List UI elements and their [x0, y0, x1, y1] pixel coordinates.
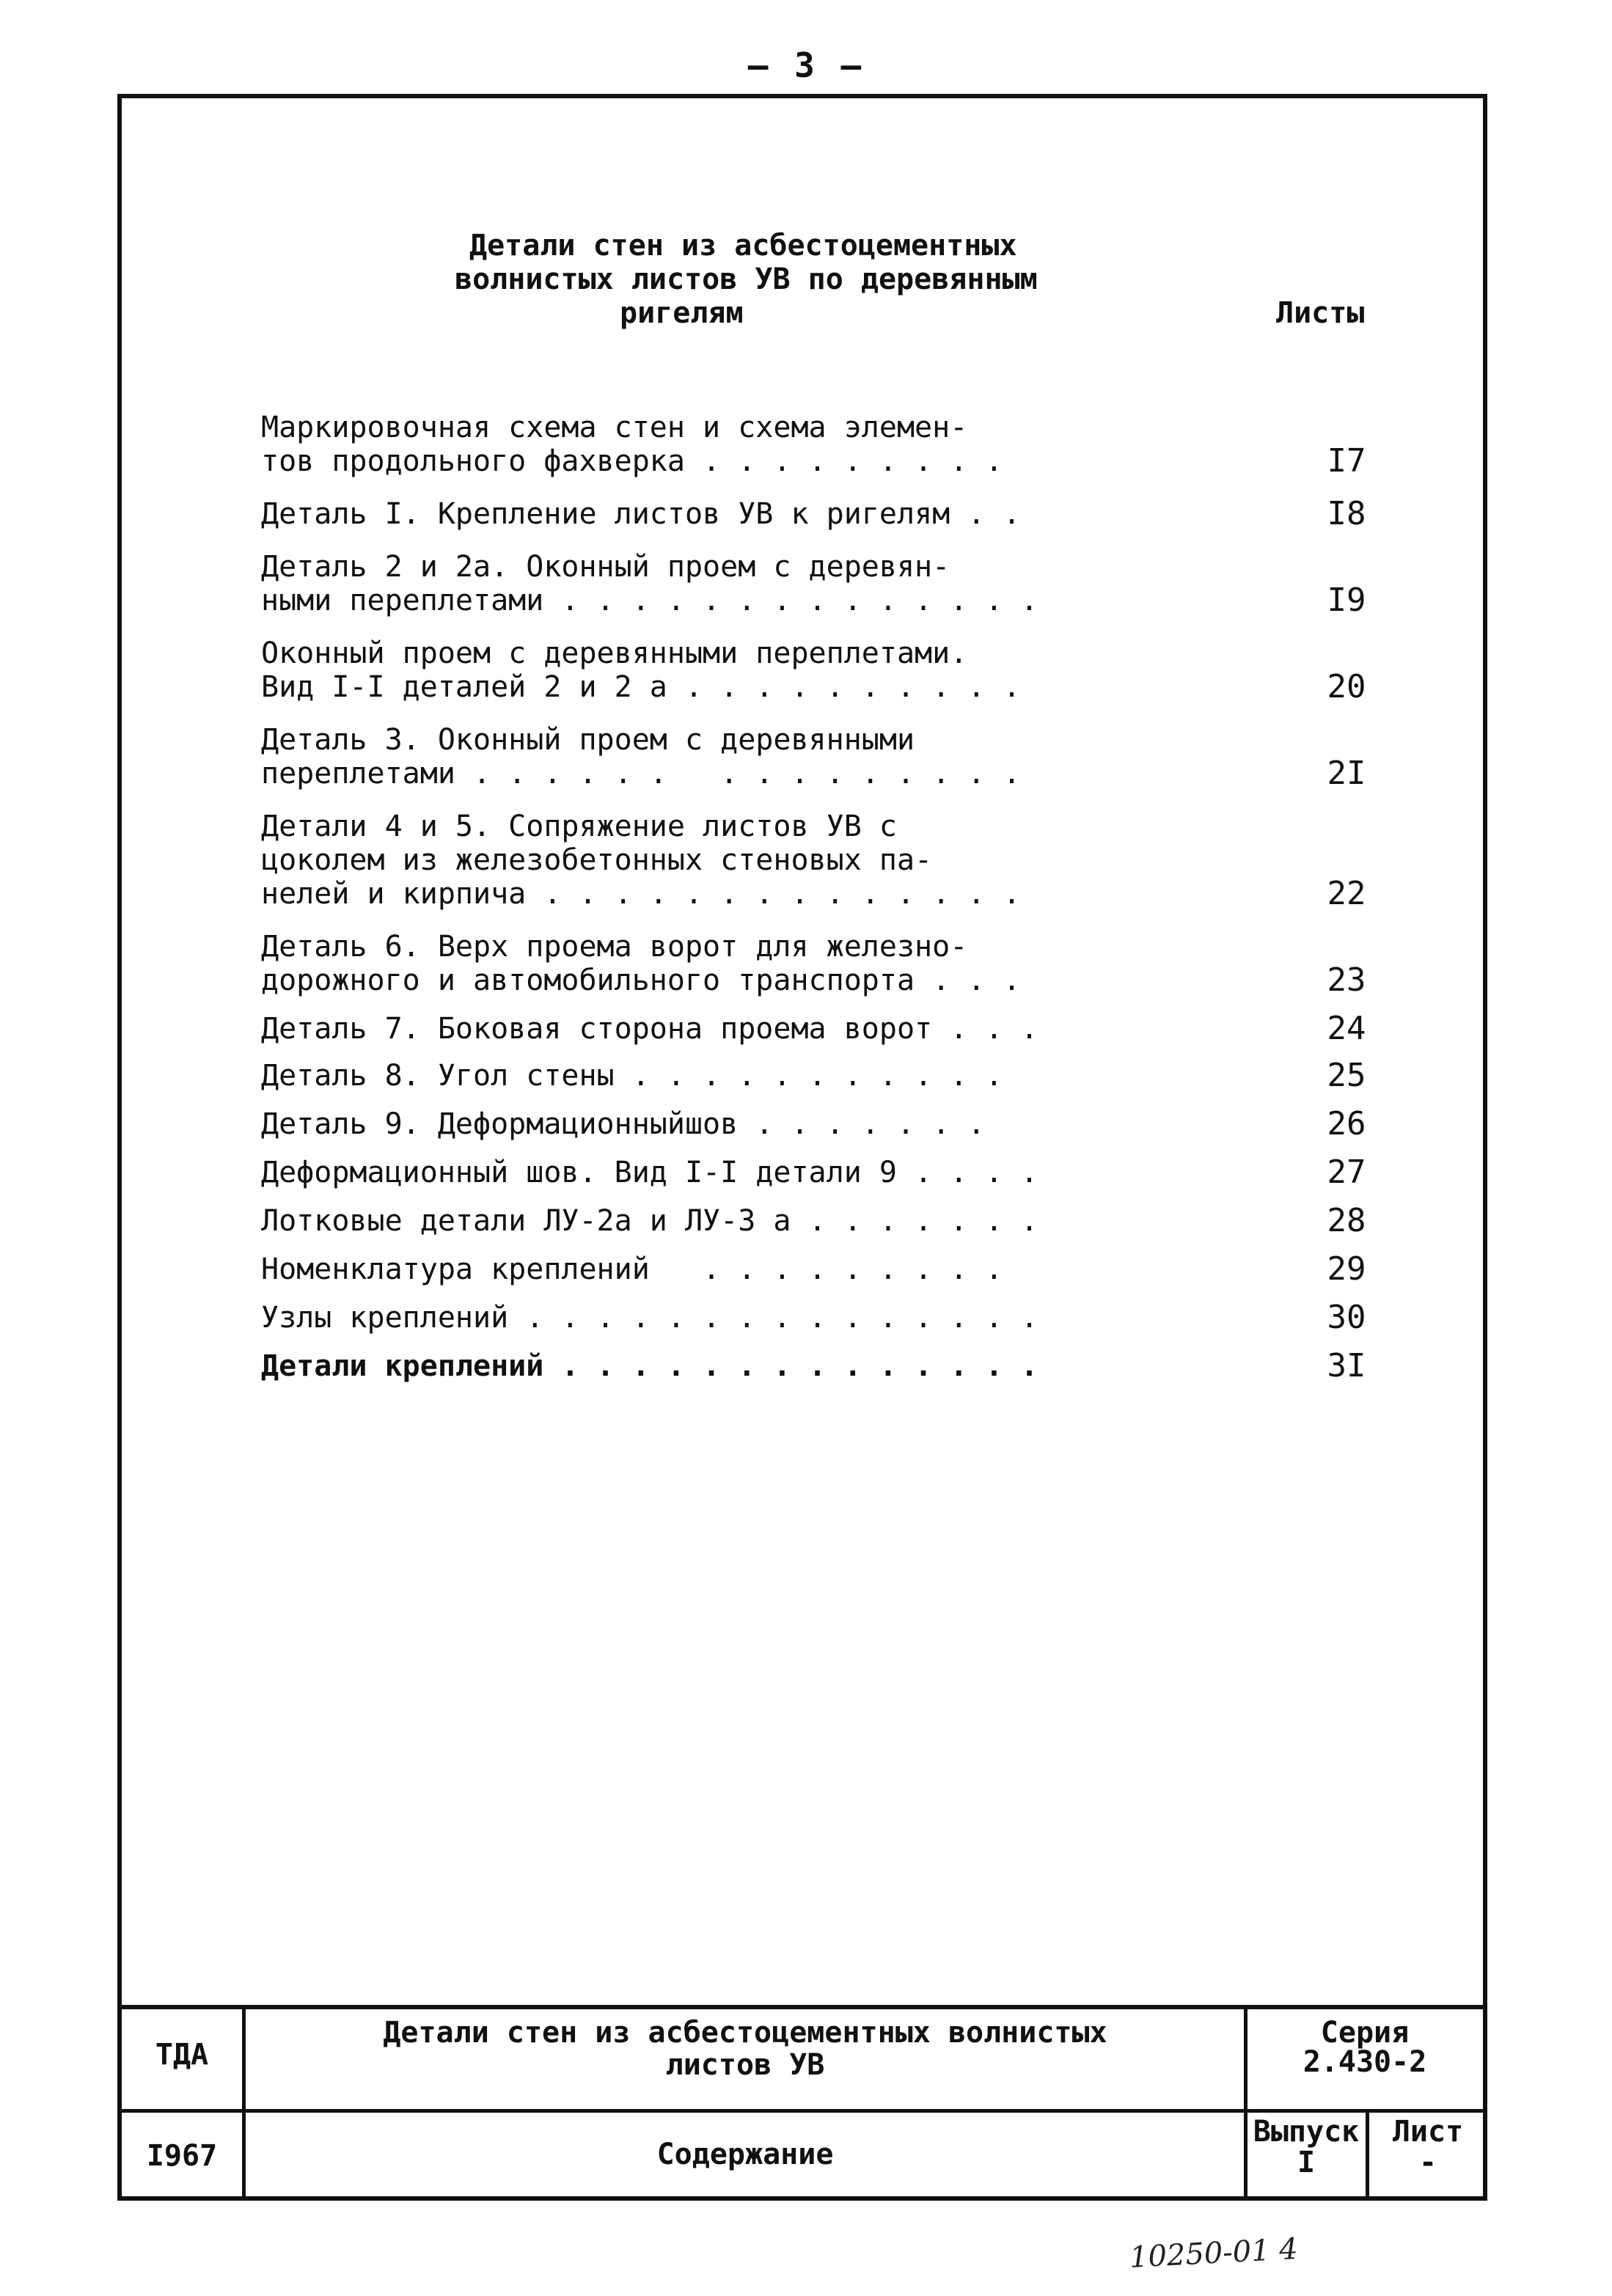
toc-entry-text: Лотковые детали ЛУ-2а и ЛУ-3 а . . . . . . .	[261, 1204, 1038, 1238]
organization-code: ТДА	[155, 2038, 209, 2072]
toc-entry-text: цоколем из железобетонных стеновых па-	[261, 843, 933, 877]
section-title-line-3: ригелям	[620, 296, 744, 330]
table-of-contents	[261, 396, 1405, 1383]
toc-entry-text: Деталь 3. Оконный проем с деревянными	[261, 723, 915, 757]
toc-entry	[261, 930, 1405, 997]
toc-entry-text: Номенклатура креплений . . . . . . . . .	[261, 1252, 1003, 1286]
sheet-cell	[1373, 2116, 1483, 2178]
toc-entry-page: I8	[1327, 495, 1366, 532]
toc-entry-page: 23	[1327, 961, 1366, 999]
toc-entry-text: Деталь 2 и 2а. Оконный проем с деревян-	[261, 550, 950, 584]
toc-entry-text: дорожного и автомобильного транспорта . . .	[261, 964, 1021, 997]
toc-entry-page: I9	[1327, 582, 1366, 619]
toc-entry	[261, 1301, 1405, 1335]
toc-entry-text: Оконный проем с деревянными переплетами.	[261, 637, 968, 670]
toc-entry-text: Детали креплений . . . . . . . . . . . . . .	[261, 1349, 1038, 1383]
toc-entry-page: 3I	[1327, 1347, 1366, 1384]
toc-entry	[261, 1252, 1405, 1286]
sheet-label: Лист	[1392, 2115, 1464, 2149]
toc-entry	[261, 637, 1405, 704]
issue-value: I	[1297, 2146, 1316, 2179]
toc-entry-page: I7	[1327, 442, 1366, 480]
section-title	[455, 229, 1188, 330]
toc-entry-page: 2I	[1327, 755, 1366, 792]
toc-entry-text: Деталь 8. Угол стены . . . . . . . . . . .	[261, 1059, 1003, 1093]
toc-entry	[261, 723, 1405, 791]
document-title-line-2: листов УВ	[665, 2048, 825, 2082]
toc-entry	[261, 1107, 1405, 1141]
toc-entry-page: 24	[1327, 1010, 1366, 1047]
toc-entry	[261, 810, 1405, 911]
issue-label: Выпуск	[1253, 2115, 1360, 2149]
toc-entry-page: 29	[1327, 1250, 1366, 1288]
section-title-line-1: Детали стен из асбестоцементных	[469, 229, 1017, 263]
title-block-divider	[1244, 2009, 1248, 2201]
title-block-divider	[122, 2109, 1483, 2113]
title-block-divider	[242, 2009, 246, 2201]
toc-entry-page: 22	[1327, 875, 1366, 912]
sheet-name: Содержание	[656, 2138, 834, 2171]
series-cell	[1251, 2018, 1479, 2077]
toc-entry-text: нелей и кирпича . . . . . . . . . . . . . .	[261, 877, 1021, 911]
toc-entry-text: Деталь I. Крепление листов УВ к ригелям . .	[261, 497, 1021, 531]
toc-entry-page: 20	[1327, 668, 1366, 705]
toc-entry-page: 28	[1327, 1202, 1366, 1239]
page-number: — 3 —	[747, 45, 865, 85]
toc-entry	[261, 1012, 1405, 1046]
toc-entry-text: Деталь 6. Верх проема ворот для железно-	[261, 930, 968, 964]
document-title	[261, 2017, 1229, 2081]
toc-entry-page: 27	[1327, 1153, 1366, 1191]
series-value: 2.430-2	[1303, 2045, 1427, 2079]
section-title-line-2: волнистых листов УВ по деревянным	[455, 263, 1038, 296]
year: I967	[146, 2139, 218, 2173]
toc-entry-text: тов продольного фахверка . . . . . . . . .	[261, 444, 1003, 478]
toc-entry-text: Деформационный шов. Вид I-I детали 9 . . . .	[261, 1156, 1038, 1189]
toc-entry-text: Детали 4 и 5. Сопряжение листов УВ с	[261, 810, 897, 843]
toc-entry	[261, 1059, 1405, 1093]
toc-entry-page: 25	[1327, 1057, 1366, 1094]
toc-entry-page: 26	[1327, 1105, 1366, 1143]
archive-handwritten-note: 10250-01 4	[1128, 2232, 1299, 2275]
title-block	[122, 2005, 1483, 2196]
toc-entry-text: переплетами . . . . . . . . . . . . . . .	[261, 757, 1021, 791]
toc-entry	[261, 1153, 1405, 1191]
sheets-column-header: Листы	[1276, 296, 1365, 330]
toc-entry-text: Деталь 7. Боковая сторона проема ворот . . .	[261, 1012, 1038, 1046]
toc-entry	[261, 1204, 1405, 1238]
toc-entry-text: ными переплетами . . . . . . . . . . . . . .	[261, 584, 1038, 617]
title-block-divider	[1366, 2109, 1369, 2201]
document-title-line-1: Детали стен из асбестоцементных волнистых	[383, 2016, 1107, 2050]
toc-entry-text: Вид I-I деталей 2 и 2 а . . . . . . . . . .	[261, 670, 1021, 704]
toc-entry	[261, 497, 1405, 531]
toc-entry-page: 30	[1327, 1299, 1366, 1336]
toc-entry	[261, 1349, 1405, 1383]
toc-entry	[261, 550, 1405, 617]
toc-entry-text: Маркировочная схема стен и схема элемен-	[261, 411, 968, 444]
toc-entry	[261, 411, 1405, 478]
toc-entry-text: Узлы креплений . . . . . . . . . . . . . . .	[261, 1301, 1038, 1335]
series-label: Серия	[1320, 2016, 1410, 2050]
sheet-value: -	[1418, 2146, 1437, 2179]
toc-entry-text: Деталь 9. Деформационныйшов . . . . . . .	[261, 1107, 986, 1141]
issue-cell	[1251, 2116, 1361, 2178]
